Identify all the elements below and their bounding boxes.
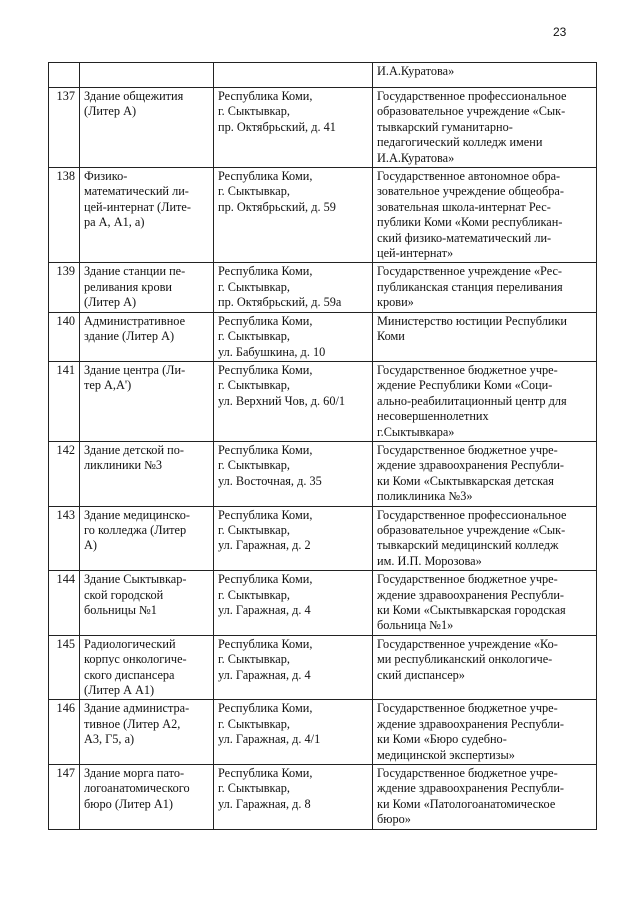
property-table xyxy=(48,62,597,830)
page-number: 23 xyxy=(553,25,567,39)
table-row xyxy=(49,441,597,506)
row-number-cell: 143 xyxy=(49,506,80,571)
object-name-cell: Здание администра- тивное (Литер А2, А3, Г5, а) xyxy=(80,700,214,765)
rights-holder-cell: Государственное бюджетное учре- ждение здравоохранения Республи- ки Коми «Сыктывкарская городская больница №1» xyxy=(373,571,597,636)
rights-holder-cell: Государственное учреждение «Рес- публиканская станция переливания крови» xyxy=(373,263,597,312)
rights-holder-cell: Государственное бюджетное учре- ждение здравоохранения Республи- ки Коми «Бюро судебно- медицинской экспертизы» xyxy=(373,700,597,765)
object-name-cell: Здание Сыктывкар- ской городской больницы №1 xyxy=(80,571,214,636)
table-row xyxy=(49,700,597,765)
object-address-cell: Республика Коми, г. Сыктывкар, ул. Гаражная, д. 2 xyxy=(214,506,373,571)
row-number-cell: 142 xyxy=(49,441,80,506)
object-address-cell: Республика Коми, г. Сыктывкар, ул. Гаражная, д. 4/1 xyxy=(214,700,373,765)
row-number-cell: 138 xyxy=(49,168,80,263)
object-address-cell: Республика Коми, г. Сыктывкар, пр. Октябрьский, д. 41 xyxy=(214,88,373,168)
object-name-cell: Здание общежития (Литер А) xyxy=(80,88,214,168)
object-address-cell: Республика Коми, г. Сыктывкар, ул. Гаражная, д. 8 xyxy=(214,765,373,830)
object-address-cell: Республика Коми, г. Сыктывкар, пр. Октябрьский, д. 59 xyxy=(214,168,373,263)
table-row xyxy=(49,63,597,88)
rights-holder-cell: Государственное бюджетное учре- ждение Республики Коми «Соци- ально-реабилитационный центр для несовершеннолетних г.Сыктывкара» xyxy=(373,361,597,441)
rights-holder-cell: Государственное бюджетное учре- ждение здравоохранения Республи- ки Коми «Патологоанатомическое бюро» xyxy=(373,765,597,830)
object-name-cell: Здание станции пе- реливания крови (Литер А) xyxy=(80,263,214,312)
object-address-cell: Республика Коми, г. Сыктывкар, ул. Верхний Чов, д. 60/1 xyxy=(214,361,373,441)
rights-holder-cell: Государственное профессиональное образовательное учреждение «Сык- тывкарский гуманитарно- педагогический колледж имени И.А.Куратова» xyxy=(373,88,597,168)
object-address-cell: Республика Коми, г. Сыктывкар, ул. Гаражная, д. 4 xyxy=(214,571,373,636)
object-name-cell xyxy=(80,63,214,88)
row-number-cell: 140 xyxy=(49,312,80,361)
rights-holder-cell: Министерство юстиции Республики Коми xyxy=(373,312,597,361)
table-body xyxy=(49,63,597,830)
row-number-cell xyxy=(49,63,80,88)
row-number-cell: 137 xyxy=(49,88,80,168)
row-number-cell: 146 xyxy=(49,700,80,765)
table-row xyxy=(49,765,597,830)
row-number-cell: 145 xyxy=(49,635,80,700)
object-name-cell: Радиологический корпус онкологиче- ского диспансера (Литер А А1) xyxy=(80,635,214,700)
rights-holder-cell: Государственное профессиональное образовательное учреждение «Сык- тывкарский медицинский колледж им. И.П. Морозова» xyxy=(373,506,597,571)
rights-holder-cell: И.А.Куратова» xyxy=(373,63,597,88)
rights-holder-cell: Государственное автономное обра- зовательное учреждение общеобра- зовательная школа-интернат Рес- публики Коми «Коми республикан- ский физико-математический ли- цей-интернат» xyxy=(373,168,597,263)
table-row xyxy=(49,168,597,263)
object-name-cell: Здание детской по- ликлиники №3 xyxy=(80,441,214,506)
rights-holder-cell: Государственное учреждение «Ко- ми республиканский онкологиче- ский диспансер» xyxy=(373,635,597,700)
object-address-cell: Республика Коми, г. Сыктывкар, ул. Бабушкина, д. 10 xyxy=(214,312,373,361)
object-name-cell: Физико- математический ли- цей-интернат (Лите- ра А, А1, а) xyxy=(80,168,214,263)
row-number-cell: 141 xyxy=(49,361,80,441)
table-row xyxy=(49,635,597,700)
table-row xyxy=(49,571,597,636)
object-name-cell: Здание медицинско- го колледжа (Литер А) xyxy=(80,506,214,571)
object-name-cell: Здание центра (Ли- тер А,А') xyxy=(80,361,214,441)
row-number-cell: 144 xyxy=(49,571,80,636)
object-name-cell: Здание морга пато- логоанатомического бюро (Литер А1) xyxy=(80,765,214,830)
object-address-cell: Республика Коми, г. Сыктывкар, ул. Гаражная, д. 4 xyxy=(214,635,373,700)
row-number-cell: 139 xyxy=(49,263,80,312)
row-number-cell: 147 xyxy=(49,765,80,830)
table-row xyxy=(49,361,597,441)
table-row xyxy=(49,506,597,571)
object-name-cell: Административное здание (Литер А) xyxy=(80,312,214,361)
object-address-cell: Республика Коми, г. Сыктывкар, пр. Октябрьский, д. 59а xyxy=(214,263,373,312)
table-row xyxy=(49,312,597,361)
table-row xyxy=(49,88,597,168)
table-row xyxy=(49,263,597,312)
object-address-cell: Республика Коми, г. Сыктывкар, ул. Восточная, д. 35 xyxy=(214,441,373,506)
object-address-cell xyxy=(214,63,373,88)
rights-holder-cell: Государственное бюджетное учре- ждение здравоохранения Республи- ки Коми «Сыктывкарская детская поликлиника №3» xyxy=(373,441,597,506)
